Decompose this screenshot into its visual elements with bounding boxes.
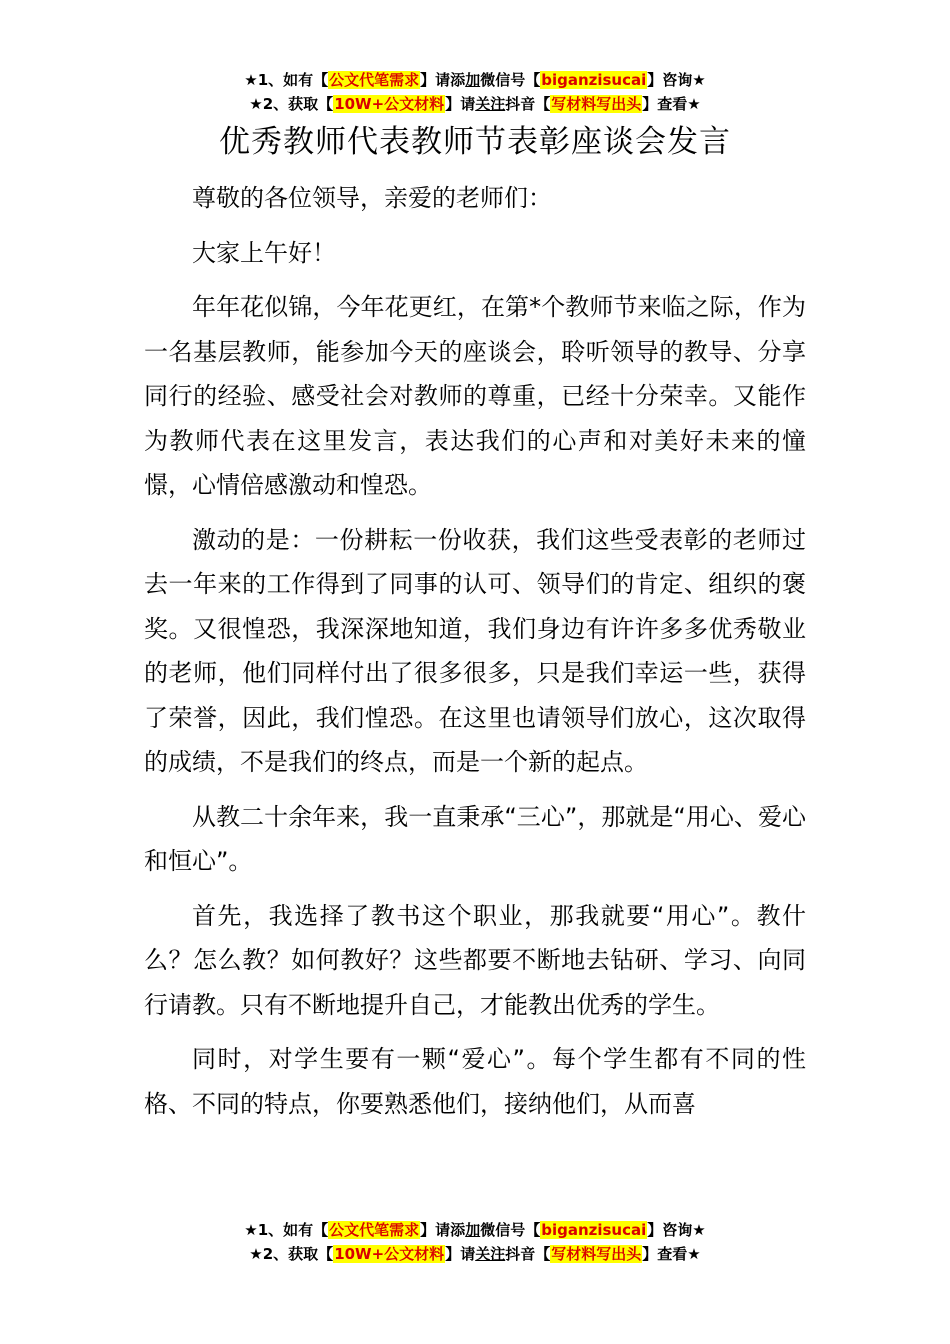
promo-line-1: ★1、如有【公文代笔需求】请添加微信号【biganzisucai】咨询★: [244, 71, 706, 89]
promo-highlight: 公文代笔需求: [329, 1221, 420, 1239]
promo-highlight: 10W+公文材料: [334, 95, 445, 113]
promo-line-2: ★2、获取【10W+公文材料】请关注抖音【写材料写出头】查看★: [249, 1245, 701, 1263]
promo-highlight: biganzisucai: [541, 1221, 647, 1239]
promo-highlight: 10W+公文材料: [334, 1245, 445, 1263]
promo-line-1: ★1、如有【公文代笔需求】请添加微信号【biganzisucai】咨询★: [244, 1221, 706, 1239]
body-paragraph: 年年花似锦，今年花更红，在第*个教师节来临之际，作为一名基层教师，能参加今天的座谈会，聆听领导的教导、分享同行的经验、感受社会对教师的尊重，已经十分荣幸。又能作为教师代表在这里发言，表达我们的心声和对美好未来的憧憬，心情倍感激动和惶恐。: [144, 293, 806, 499]
document-body: [144, 176, 806, 1136]
promo-highlight: biganzisucai: [541, 71, 647, 89]
body-paragraph: 首先，我选择了教书这个职业，那我就要“用心”。教什么？怎么教？如何教好？这些都要不断地去钻研、学习、向同行请教。只有不断地提升自己，才能教出优秀的学生。: [144, 901, 806, 1019]
body-paragraph: 激动的是：一份耕耘一份收获，我们这些受表彰的老师过去一年来的工作得到了同事的认可、领导们的肯定、组织的褒奖。又很惶恐，我深深地知道，我们身边有许许多多优秀敬业的老师，他们同样付出了很多很多，只是我们幸运一些，获得了荣誉，因此，我们惶恐。在这里也请领导们放心，这次取得的成绩，不是我们的终点，而是一个新的起点。: [144, 525, 806, 776]
footer-promo-banner: [0, 1218, 950, 1266]
body-paragraph: 同时，对学生要有一颗“爱心”。每个学生都有不同的性格、不同的特点，你要熟悉他们，接纳他们，从而喜: [144, 1045, 806, 1118]
promo-highlight: 写材料写出头: [551, 1245, 642, 1263]
header-promo-banner: [0, 68, 950, 116]
promo-highlight: 写材料写出头: [551, 95, 642, 113]
promo-highlight: 公文代笔需求: [329, 71, 420, 89]
document-title: 优秀教师代表教师节表彰座谈会发言: [219, 124, 731, 160]
promo-line-2: ★2、获取【10W+公文材料】请关注抖音【写材料写出头】查看★: [249, 95, 701, 113]
greeting: 大家上午好！: [192, 238, 336, 267]
body-paragraph: 从教二十余年来，我一直秉承“三心”，那就是“用心、爱心和恒心”。: [144, 802, 806, 875]
salutation: 尊敬的各位领导，亲爱的老师们：: [192, 184, 552, 212]
